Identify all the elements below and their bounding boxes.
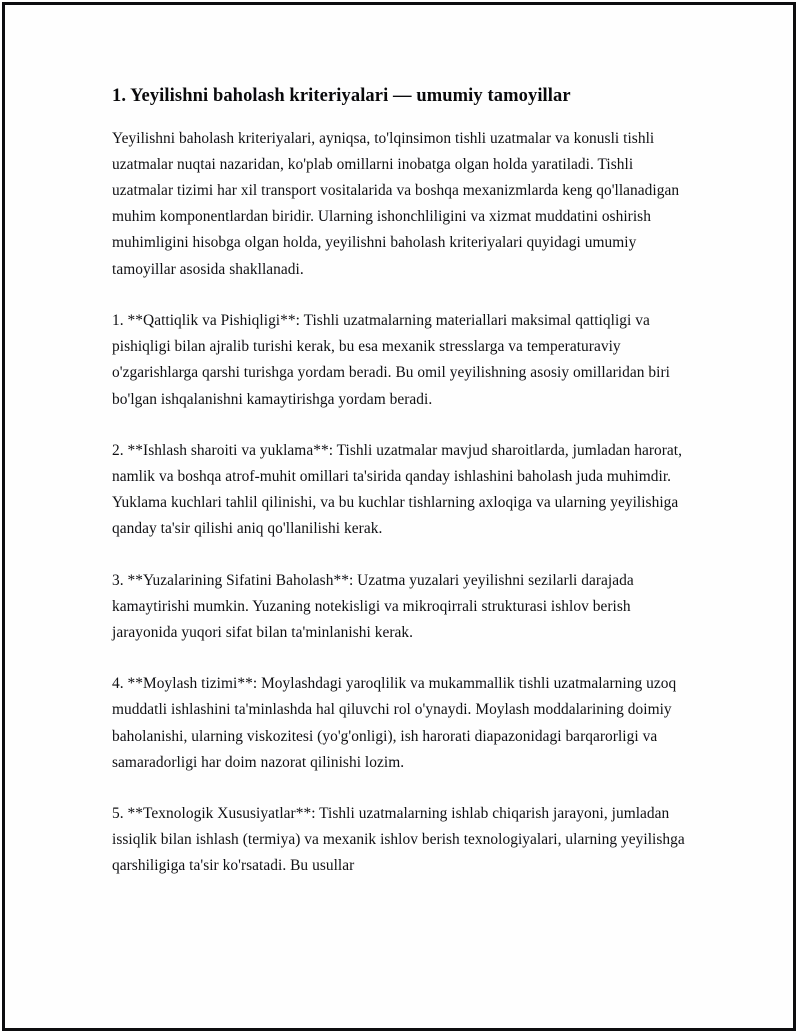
paragraph-item-1: 1. **Qattiqlik va Pishiqligi**: Tishli uzatmalarning materiallari maksimal qattiqligi va pishiqligi bilan ajralib turishi kerak, bu esa mexanik stresslarga va temperaturaviy o'zgarishlarga qarshi turishga yordam beradi. Bu omil yeyilishning asosiy omillaridan biri bo'lgan ishqalanishni kamaytirishga yordam beradi.	[112, 311, 670, 408]
paragraph-item-2: 2. **Ishlash sharoiti va yuklama**: Tishli uzatmalar mavjud sharoitlarda, jumladan harorat, namlik va boshqa atrof-muhit omillari ta'sirida qanday ishlashini baholash juda muhimdir. Yuklama kuchlari tahlil qilinishi, va bu kuchlar tishlarning axloqiga va ularning yeyilishiga qanday ta'sir qilishi aniq qo'llanilishi kerak.	[112, 441, 683, 538]
paragraph-intro: Yeyilishni baholash kriteriyalari, ayniqsa, to'lqinsimon tishli uzatmalar va konusli tishli uzatmalar nuqtai nazaridan, ko'plab omillarni inobatga olgan holda yaratiladi. Tishli uzatmalar tizimi har xil transport vositalarida va boshqa mexanizmlarda keng qo'llanadigan muhim komponentlardan biridir. Ularning ishonchliligini va xizmat muddatini oshirish muhimligini hisobga olgan holda, yeyilishni baholash kriteriyalari quyidagi umumiy tamoyillar asosida shakllanadi.	[112, 129, 680, 278]
document-page-frame	[2, 2, 796, 1031]
paragraph-item-4: 4. **Moylash tizimi**: Moylashdagi yaroqlilik va mukammallik tishli uzatmalarning uzoq muddatli ishlashini ta'minlashda hal qiluvchi rol o'ynaydi. Moylash moddalarining doimiy baholanishi, ularning viskozitesi (yo'g'onligi), ish harorati diapazonidagi barqarorligi va samaradorligi har doim nazorat qilinishi lozim.	[112, 675, 677, 771]
paragraph-item-3: 3. **Yuzalarining Sifatini Baholash**: Uzatma yuzalari yeyilishni sezilarli darajada kamaytirishi mumkin. Yuzaning notekisligi va mikroqirrali strukturasi ishlov berish jarayonida yuqori sifat bilan ta'minlanishi kerak.	[112, 571, 634, 641]
paragraph-item-5: 5. **Texnologik Xususiyatlar**: Tishli uzatmalarning ishlab chiqarish jarayoni, jumladan issiqlik bilan ishlash (termiya) va mexanik ishlov berish texnologiyalari, ularning yeyilishga qarshiligiga ta'sir ko'rsatadi. Bu usullar	[112, 804, 685, 875]
document-page-surface	[5, 5, 793, 1028]
page-title: 1. Yeyilishni baholash kriteriyalari — umumiy tamoyillar	[112, 86, 571, 106]
document-content	[112, 85, 690, 880]
